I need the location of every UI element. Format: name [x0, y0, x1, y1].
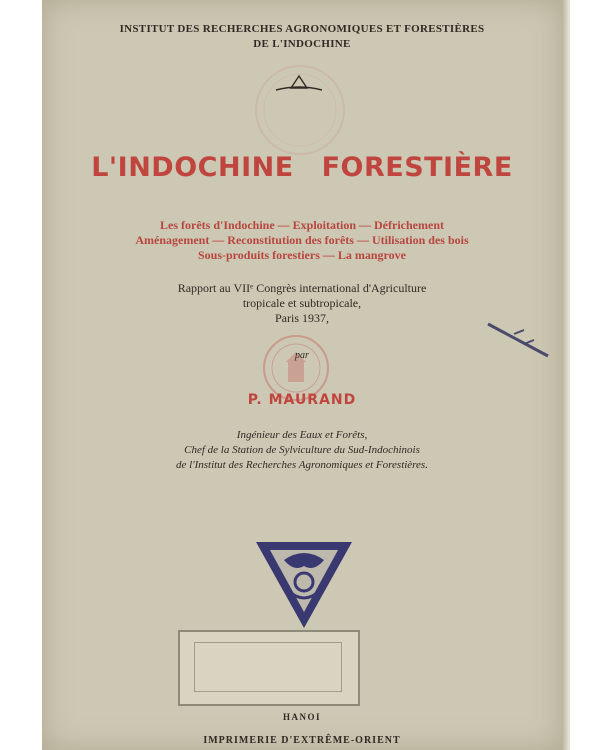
report-line-1: Rapport au VIIᵉ Congrès international d'Agriculture: [177, 281, 427, 295]
publication-city: HANOI: [282, 712, 321, 722]
faint-library-stamp: [235, 62, 365, 162]
topics-line-3: Sous-produits forestiers — La mangrove: [197, 248, 406, 262]
topics-line-2: Aménagement — Reconstitution des forêts — Utilisation des bois: [135, 233, 469, 247]
institute-line-1: INSTITUT DES RECHERCHES AGRONOMIQUES ET FORESTIÈRES: [119, 23, 485, 35]
topics-list: [42, 218, 562, 263]
topics-line-1: Les forêts d'Indochine — Exploitation — Défrichement: [160, 218, 444, 232]
blank-label-inner: [194, 642, 342, 692]
institute-name: [42, 22, 562, 52]
page-edge: [562, 0, 570, 750]
printer-name: IMPRIMERIE D'EXTRÊME-ORIENT: [203, 735, 401, 746]
credentials-line-1: Ingénieur des Eaux et Forêts,: [236, 429, 368, 441]
report-line-3: Paris 1937,: [275, 311, 329, 325]
book-title: L'INDOCHINE FORESTIÈRE: [91, 152, 513, 183]
author-credentials: [42, 428, 562, 473]
triangle-emblem-icon: [254, 538, 354, 630]
credentials-line-3: de l'Institut des Recherches Agronomiques et Forestières.: [176, 459, 428, 471]
report-line-2: tropicale et subtropicale,: [242, 296, 362, 310]
par-label: par: [295, 350, 309, 361]
institute-line-2: DE L'INDOCHINE: [253, 38, 351, 50]
author-name: P. MAURAND: [247, 392, 357, 408]
book-cover: [42, 0, 562, 750]
ink-mark-icon: [484, 318, 554, 362]
credentials-line-2: Chef de la Station de Sylviculture du Sud-Indochinois: [184, 444, 420, 456]
